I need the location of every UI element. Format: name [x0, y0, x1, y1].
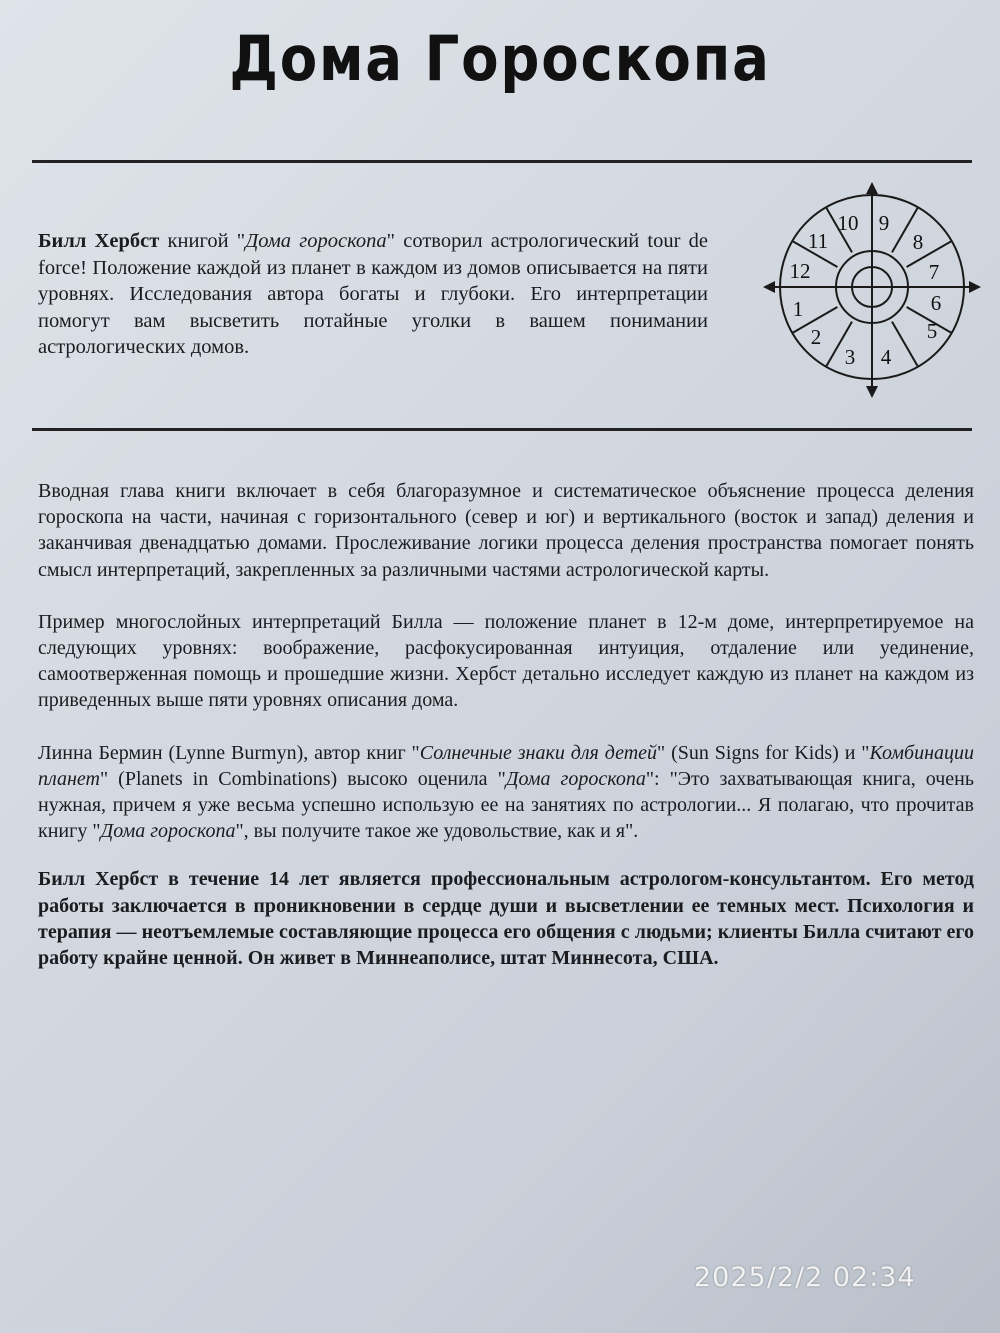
horoscope-wheel-diagram — [762, 180, 982, 410]
house-number: 10 — [837, 211, 859, 235]
bio-author: Билл Хербст — [38, 868, 159, 891]
house-number: 12 — [789, 259, 811, 283]
intro-book-title: Дома гороскопа — [245, 230, 387, 252]
paragraph-example: Пример многослойных интерпретаций Билла — положение планет в 12-м доме, интерпретируемое на следующих уровнях: воображение, расфокусированная интуиция, отдаление или уединение, самоотверженная помощь и прошедшие жизни. Хербст детально исследует каждую из планет на каждом из приведенных выше пяти уровнях описания дома. — [38, 610, 974, 712]
review-text-2: " (Sun Signs for Kids) и " — [657, 741, 870, 764]
paragraph-intro-chapter: Вводная глава книги включает в себя благоразумное и систематическое объяснение процесса деления гороскопа на части, начиная с горизонтального (север и юг) и вертикального (восток и запад) деления и заканчивая двенадцатью домами. Прослеживание логики процесса деления пространства помогает понять смысл интерпретаций, закрепленных за различными частями астрологической карты. — [38, 480, 974, 581]
review-text-3: " (Planets in Combinations) высоко оценила " — [99, 767, 506, 790]
photo-timestamp: 2025/2/2 02:34 — [694, 1262, 916, 1293]
house-number: 7 — [928, 260, 940, 284]
body-text — [38, 478, 974, 997]
intro-text-1: книгой " — [159, 230, 246, 252]
review-text-5: ", вы получите такое же удовольствие, как и я". — [235, 820, 639, 843]
arrow-right-icon — [969, 281, 981, 293]
house-number: 5 — [926, 319, 938, 343]
intro-text-2: " сотворил астрологический tour de force! Положение каждой из планет в каждом из домов описывается на пяти уровнях. Исследования автора богаты и глубоки. Его интерпретации помогут вам высветить потайные уголки в вашем понимании астрологических домов. — [38, 230, 709, 358]
page-title: Дома Гороскопа — [229, 22, 771, 95]
review-book-1: Солнечные знаки для детей — [419, 741, 658, 764]
intro-author: Билл Хербст — [38, 230, 160, 252]
house-number: 2 — [810, 325, 822, 349]
review-book-3: Дома гороскопа — [505, 767, 646, 790]
arrow-left-icon — [763, 281, 775, 293]
house-number: 8 — [912, 230, 924, 254]
house-number: 6 — [930, 291, 942, 315]
paragraph-author-bio — [38, 866, 974, 971]
house-number: 3 — [844, 345, 856, 369]
cusp-line — [892, 322, 918, 367]
arrow-up-icon — [866, 182, 878, 194]
review-book-4: Дома гороскопа — [100, 820, 236, 843]
paragraph-review — [38, 740, 974, 845]
arrow-down-icon — [866, 386, 878, 398]
review-text-1: Линна Бермин (Lynne Burmyn), автор книг " — [38, 741, 420, 764]
middle-divider — [32, 428, 972, 431]
house-number: 9 — [878, 211, 890, 235]
house-number: 1 — [792, 297, 804, 321]
intro-paragraph — [38, 228, 708, 361]
house-number: 4 — [880, 345, 892, 369]
review-book-2: Комбинации планет — [38, 741, 974, 790]
house-number: 11 — [807, 229, 829, 253]
bio-text: в течение 14 лет является профессиональным астрологом-консультантом. Его метод работы заключается в проникновении в сердце души и высветлении ее темных мест. Психология и терапия — неотъемлемые составляющие процесса его общения с людьми; клиенты Билла считают его работу крайне ценной. Он живет в Миннеаполисе, штат Миннесота, США. — [38, 868, 974, 970]
top-divider — [32, 160, 972, 163]
review-text-4: ": "Это захватывающая книга, очень нужная, причем я уже весьма успешно использую ее на занятиях по астрологии... Я полагаю, что прочитав книгу " — [38, 767, 975, 843]
